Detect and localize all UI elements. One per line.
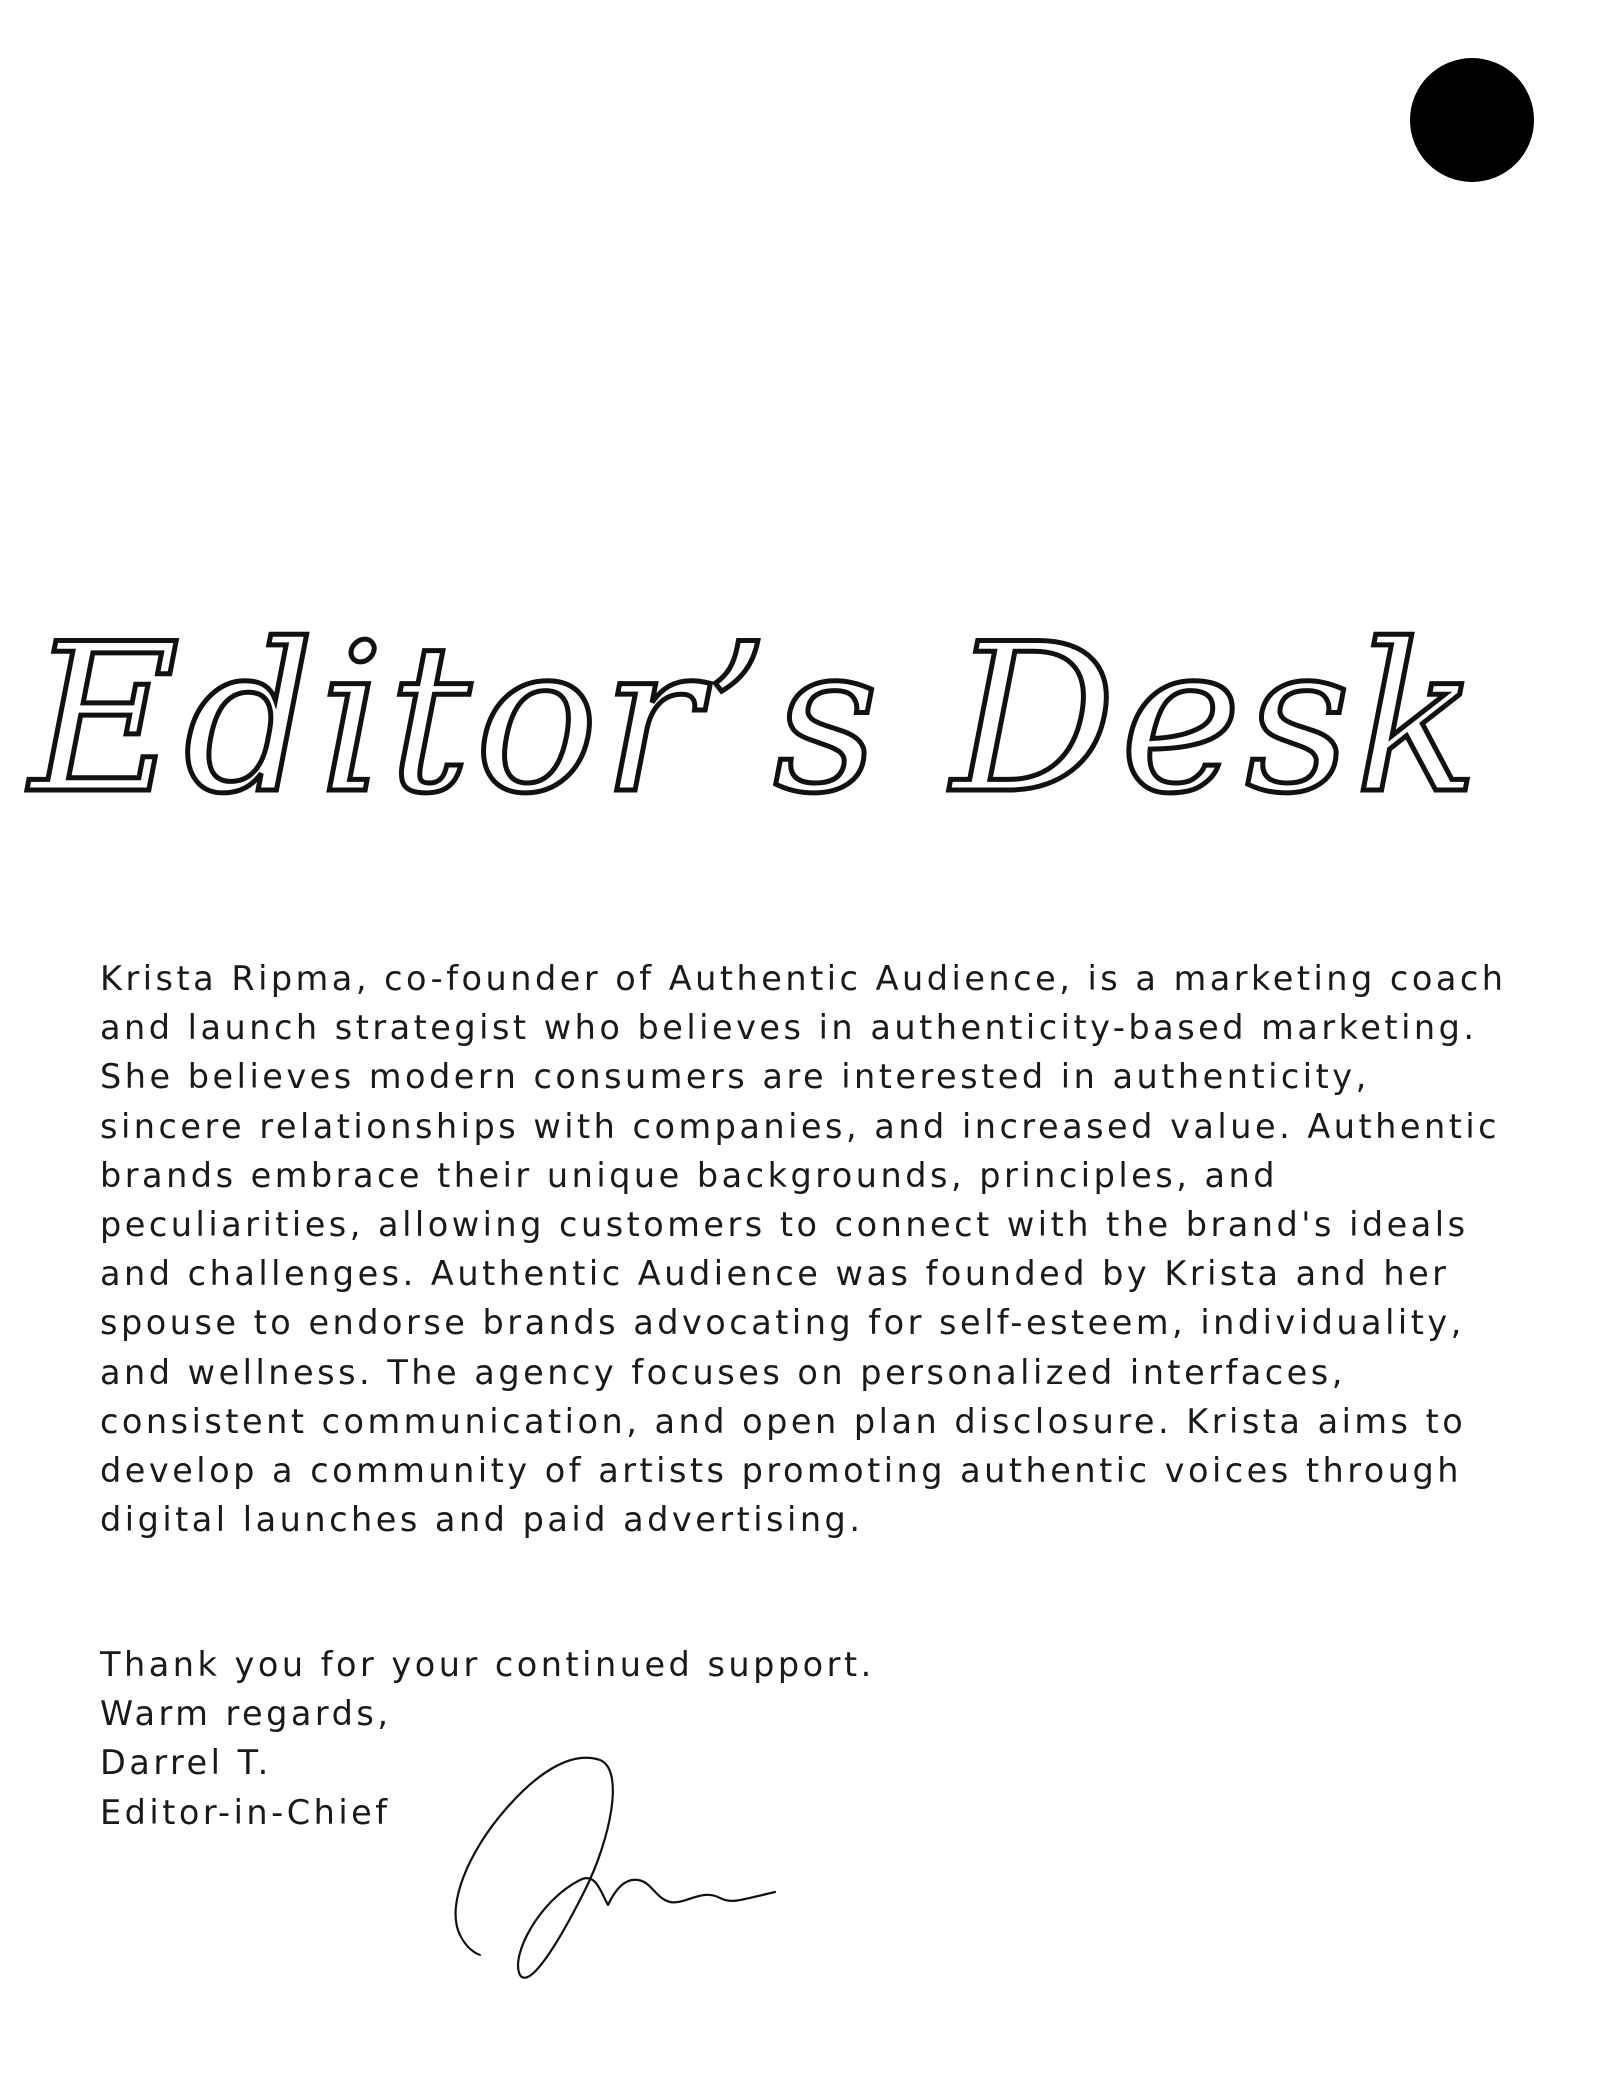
signature <box>440 1730 800 1990</box>
page-title-text: Editor’s Desk <box>30 601 1483 839</box>
closing-regards: Warm regards, <box>100 1694 392 1734</box>
closing-thanks: Thank you for your continued support. <box>100 1645 875 1684</box>
article-body: Krista Ripma, co-founder of Authentic Audience, is a marketing coach and launch strategist who believes in authenticity-based marketing. She believes modern consumers are interested in authenticity, sincere relationships with companies, and increased value. Authentic brands embrace their unique backgrounds, principles, and peculiarities, allowing customers to connect with the brand's ideals and challenges. Authentic Audience was founded by Krista and her spouse to endorse brands advocating for self-esteem, individuality, and wellness. The agency focuses on personalized interfaces, consistent communication, and open plan disclosure. Krista aims to develop a community of artists promoting authentic voices through digital launches and paid advertising. <box>100 959 1507 1540</box>
page-title <box>0 540 1483 910</box>
author-name: Darrel T. <box>100 1743 272 1783</box>
author-role: Editor-in-Chief <box>100 1792 391 1832</box>
decorative-dot <box>1410 58 1534 182</box>
